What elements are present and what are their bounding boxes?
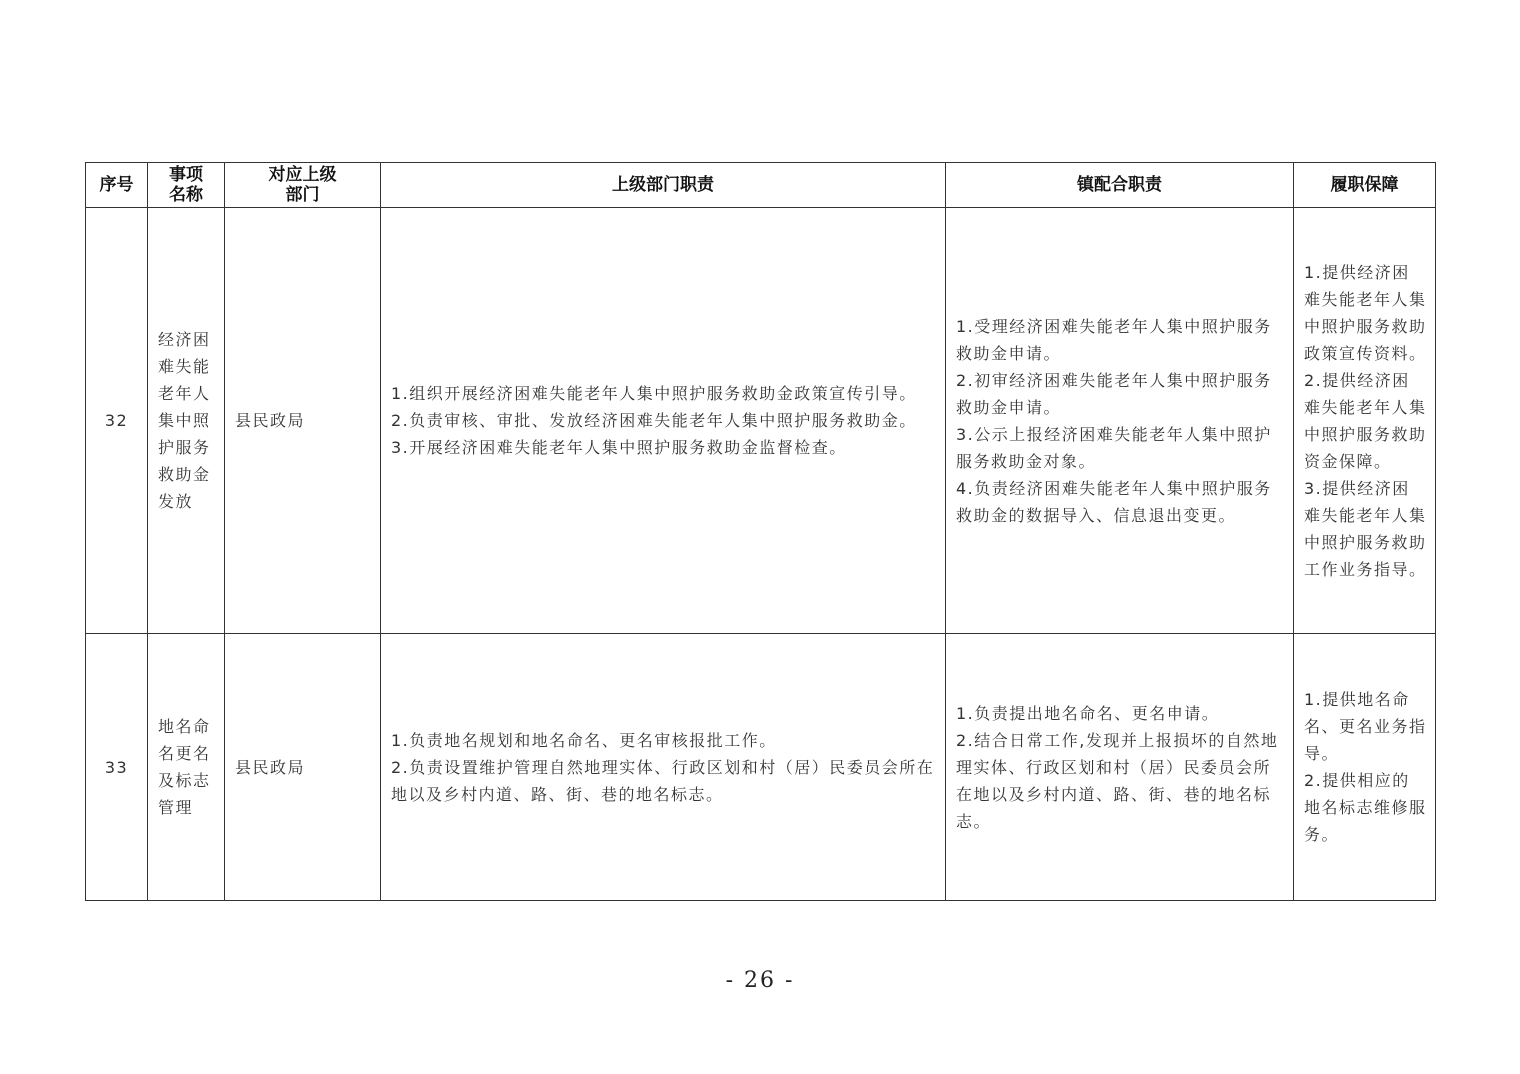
town-duties xyxy=(946,634,1294,901)
guarantee-item: 1.提供经济困难失能老年人集中照护服务救助政策宣传资料。 xyxy=(1304,262,1427,363)
dept-name: 县民政局 xyxy=(225,634,381,901)
header-dept-line1: 对应上级 xyxy=(268,165,337,185)
upper-duties xyxy=(381,208,946,634)
guarantee-item: 2.提供相应的地名标志维修服务。 xyxy=(1304,771,1427,844)
town-duty-item: 1.受理经济困难失能老年人集中照护服务救助金申请。 xyxy=(956,316,1272,363)
town-duty-item: 4.负责经济困难失能老年人集中照护服务救助金的数据导入、信息退出变更。 xyxy=(956,478,1272,525)
table-header-row xyxy=(86,163,1436,208)
town-duty-item: 2.结合日常工作,发现并上报损坏的自然地理实体、行政区划和村（居）民委员会所在地以及乡村内道、路、街、巷的地名标志。 xyxy=(956,730,1279,831)
header-upper-duties: 上级部门职责 xyxy=(381,163,946,208)
guarantee-item: 3.提供经济困难失能老年人集中照护服务救助工作业务指导。 xyxy=(1304,478,1427,579)
upper-duties xyxy=(381,634,946,901)
row-number: 32 xyxy=(86,208,148,634)
town-duties xyxy=(946,208,1294,634)
item-name: 地名命名更名及标志管理 xyxy=(148,634,225,901)
town-duty-item: 1.负责提出地名命名、更名申请。 xyxy=(956,703,1220,723)
header-item-name xyxy=(148,163,225,208)
header-dept xyxy=(225,163,381,208)
page-number: - 26 - xyxy=(725,968,795,993)
header-item-name-line2: 名称 xyxy=(169,185,203,205)
row-number: 33 xyxy=(86,634,148,901)
dept-name: 县民政局 xyxy=(225,208,381,634)
table-row xyxy=(86,208,1436,634)
table-row xyxy=(86,634,1436,901)
header-item-name-line1: 事项 xyxy=(169,165,203,185)
guarantee-item: 1.提供地名命名、更名业务指导。 xyxy=(1304,690,1427,763)
header-no: 序号 xyxy=(86,163,148,208)
header-town-duties: 镇配合职责 xyxy=(946,163,1294,208)
upper-duty-item: 2.负责审核、审批、发放经济困难失能老年人集中照护服务救助金。 xyxy=(391,411,917,430)
duty-table xyxy=(85,162,1436,901)
upper-duty-item: 1.负责地名规划和地名命名、更名审核报批工作。 xyxy=(391,730,777,750)
guarantee xyxy=(1294,208,1436,634)
header-guarantee: 履职保障 xyxy=(1294,163,1436,208)
guarantee xyxy=(1294,634,1436,901)
town-duty-item: 3.公示上报经济困难失能老年人集中照护服务救助金对象。 xyxy=(956,424,1272,471)
header-dept-line2: 部门 xyxy=(285,185,320,205)
guarantee-item: 2.提供经济困难失能老年人集中照护服务救助资金保障。 xyxy=(1304,370,1427,471)
upper-duty-item: 1.组织开展经济困难失能老年人集中照护服务救助金政策宣传引导。 xyxy=(391,384,917,403)
upper-duty-item: 3.开展经济困难失能老年人集中照护服务救助金监督检查。 xyxy=(391,438,847,457)
upper-duty-item: 2.负责设置维护管理自然地理实体、行政区划和村（居）民委员会所在地以及乡村内道、路、街、巷的地名标志。 xyxy=(391,757,935,804)
item-name: 经济困难失能老年人集中照护服务救助金发放 xyxy=(148,208,225,634)
town-duty-item: 2.初审经济困难失能老年人集中照护服务救助金申请。 xyxy=(956,370,1272,417)
